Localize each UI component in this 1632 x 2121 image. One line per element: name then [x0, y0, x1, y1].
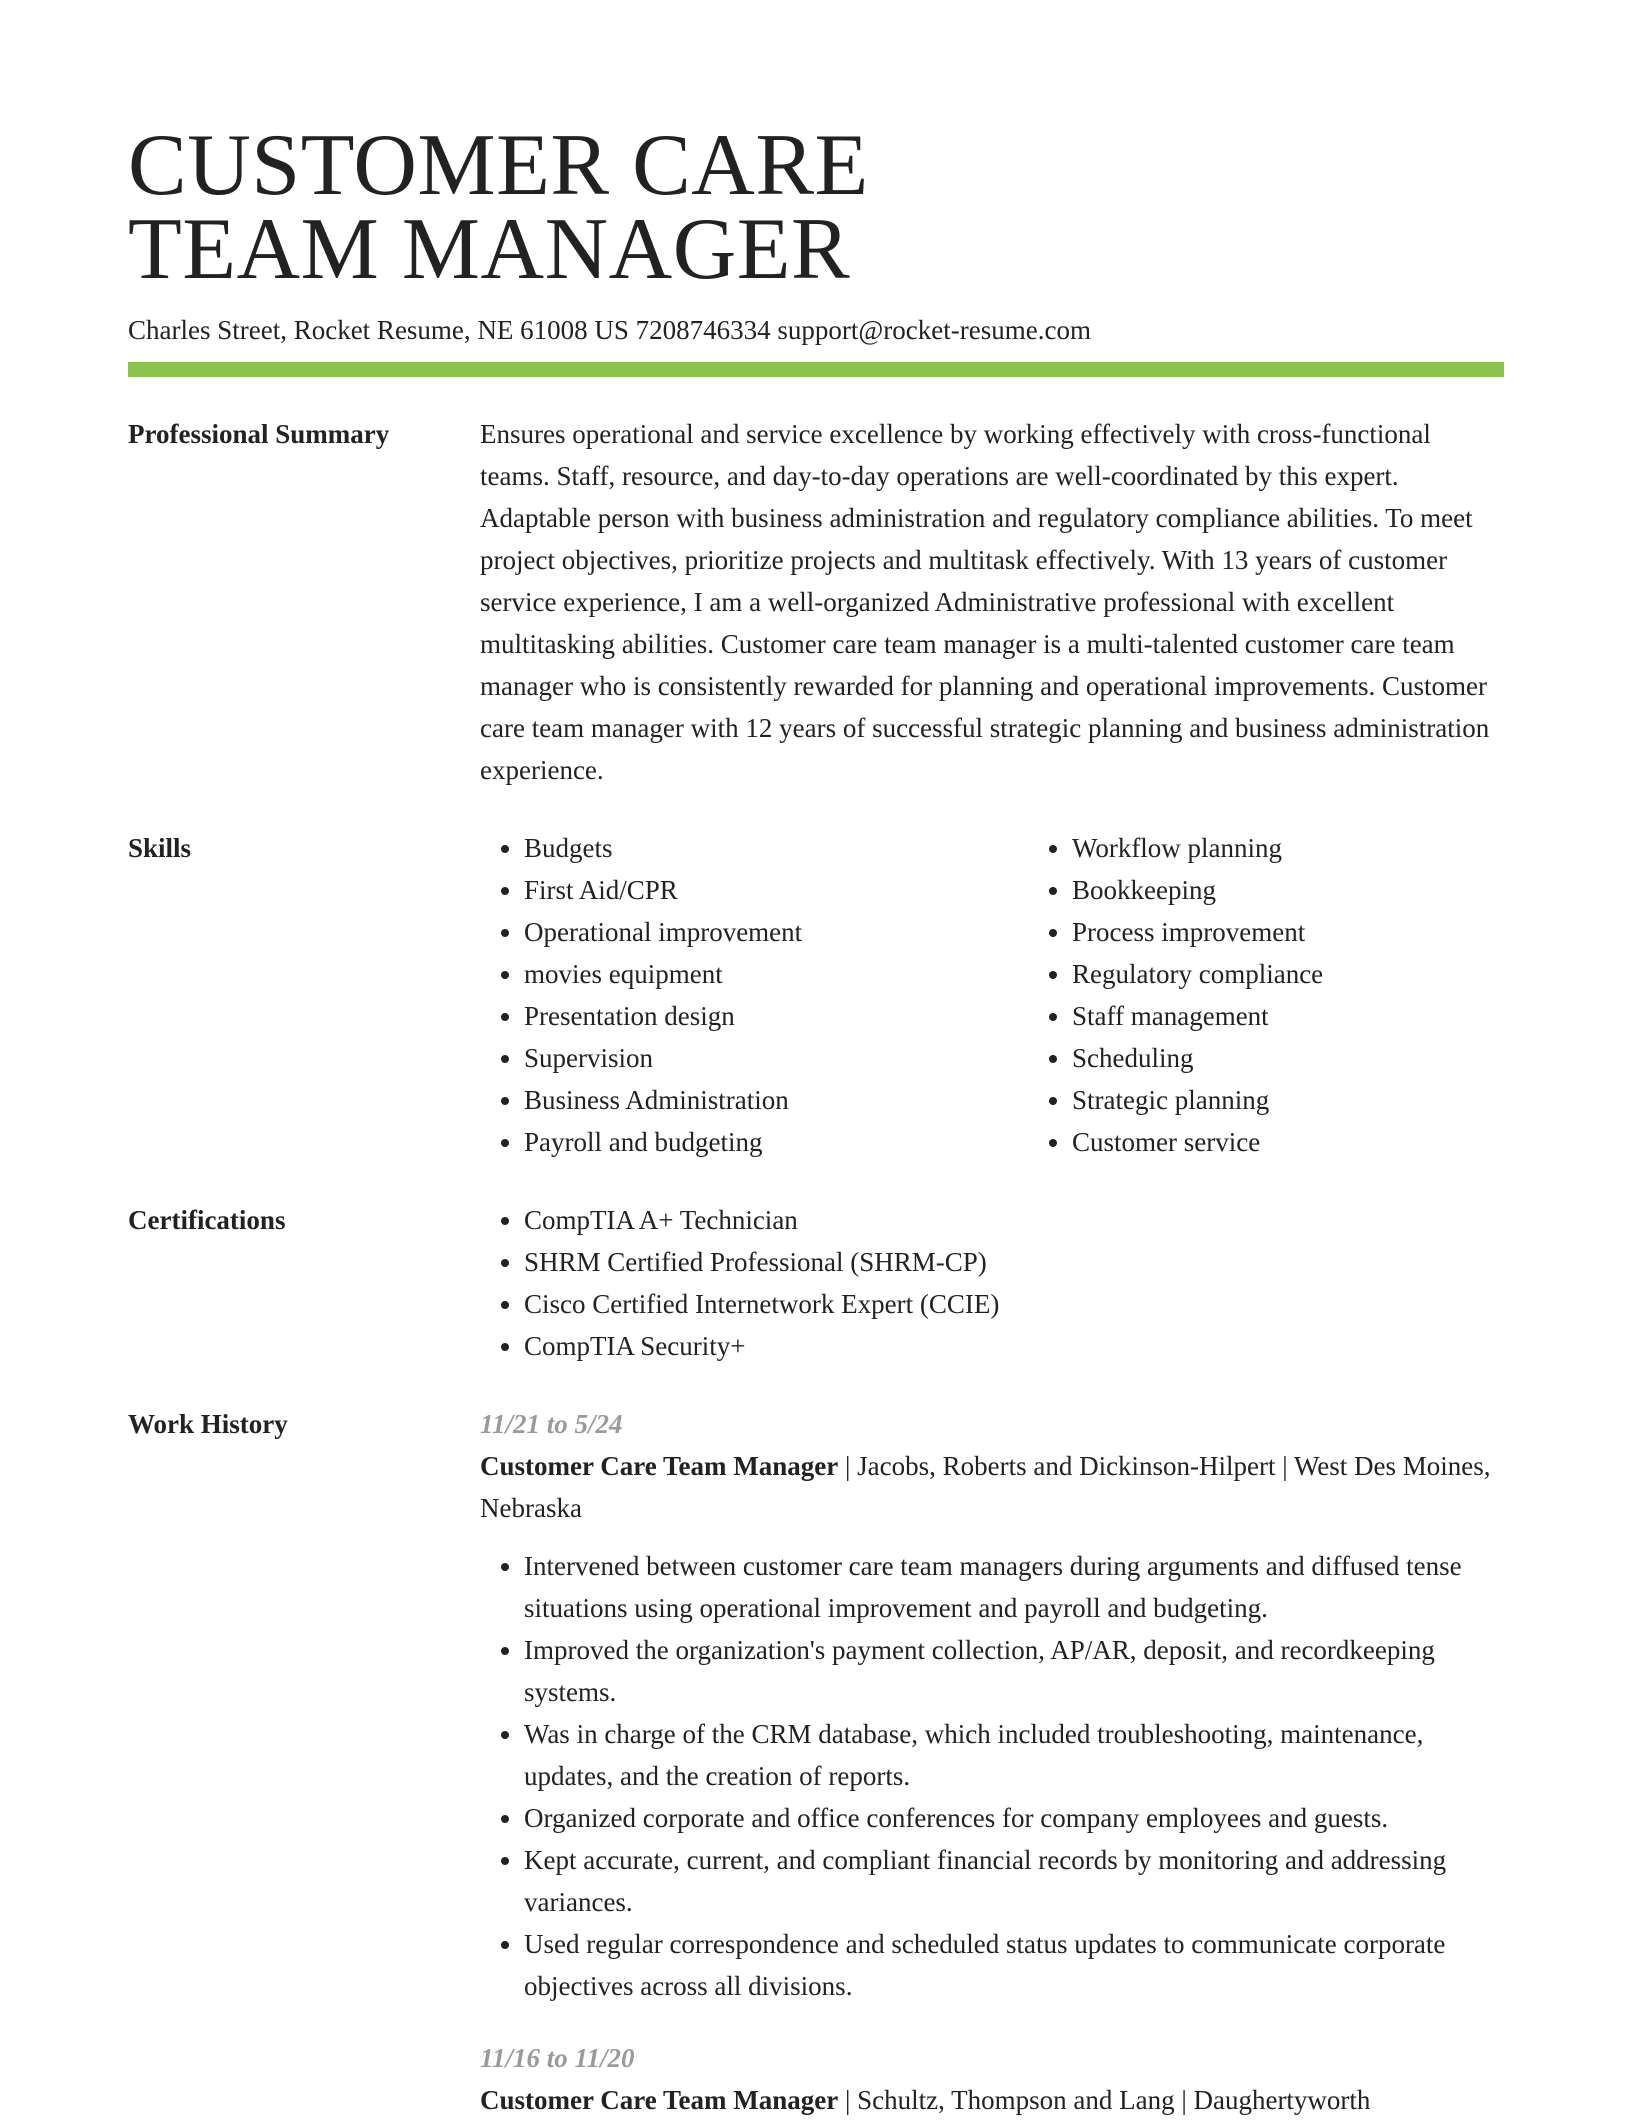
job-bullet: • Was in charge of the CRM database, which included troubleshooting, maintenance, updates, and the creation of reports. [524, 1713, 1504, 1797]
job-title: Customer Care Team Manager [480, 1451, 839, 1481]
skill-item: • movies equipment [524, 953, 1028, 995]
skills-right-list [1028, 827, 1323, 1163]
resume-page [128, 0, 1504, 2121]
work-history-body [480, 1403, 1504, 2121]
job-entry [480, 1403, 1504, 2007]
skill-item: • Presentation design [524, 995, 1028, 1037]
skill-item: • Scheduling [1072, 1037, 1323, 1079]
job-heading [480, 1445, 1504, 1529]
skill-item: • Payroll and budgeting [524, 1121, 1028, 1163]
job-dates: 11/16 to 11/20 [480, 2043, 635, 2073]
job-dates: 11/21 to 5/24 [480, 1409, 623, 1439]
job-bullet: • Intervened between customer care team managers during arguments and diffused tense situations using operational improvement and payroll and budgeting. [524, 1545, 1504, 1629]
skill-item: • Staff management [1072, 995, 1323, 1037]
summary-section [128, 413, 1504, 791]
job-details: | Jacobs, Roberts and Dickinson-Hilpert | West Des Moines, Nebraska [480, 1451, 1491, 1523]
job-title: Customer Care Team Manager [480, 2085, 839, 2115]
job-heading [480, 2079, 1504, 2121]
skill-item: • Strategic planning [1072, 1079, 1323, 1121]
skill-item: • Supervision [524, 1037, 1028, 1079]
skill-item: • First Aid/CPR [524, 869, 1028, 911]
work-history-heading: Work History [128, 1409, 288, 1439]
skills-body [480, 827, 1504, 1163]
skills-section [128, 827, 1504, 1163]
certifications-body [480, 1199, 1504, 1367]
certifications-list [480, 1199, 1504, 1367]
skill-item: • Bookkeeping [1072, 869, 1323, 911]
job-entry [480, 2037, 1504, 2121]
skill-item: • Customer service [1072, 1121, 1323, 1163]
page-title [128, 0, 1504, 298]
skill-item: • Operational improvement [524, 911, 1028, 953]
work-history-section [128, 1403, 1504, 2121]
skills-grid [480, 827, 1504, 1163]
job-bullet: • Organized corporate and office conferences for company employees and guests. [524, 1797, 1504, 1839]
skills-heading: Skills [128, 833, 192, 863]
skill-item: • Budgets [524, 827, 1028, 869]
skill-item: • Workflow planning [1072, 827, 1323, 869]
job-bullet: • Improved the organization's payment collection, AP/AR, deposit, and recordkeeping systems. [524, 1629, 1504, 1713]
skill-item: • Business Administration [524, 1079, 1028, 1121]
skill-item: • Process improvement [1072, 911, 1323, 953]
certification-item: • Cisco Certified Internetwork Expert (CCIE) [524, 1283, 1504, 1325]
title-line-1: CUSTOMER CARE [128, 117, 869, 214]
certifications-section [128, 1199, 1504, 1367]
job-bullet: • Used regular correspondence and scheduled status updates to communicate corporate objectives across all divisions. [524, 1923, 1504, 2007]
title-line-2: TEAM MANAGER [128, 201, 851, 298]
skill-item: • Regulatory compliance [1072, 953, 1323, 995]
summary-text: Ensures operational and service excellence by working effectively with cross-functional teams. Staff, resource, and day-to-day operations are well-coordinated by this expert. Adaptable person with business administration and regulatory compliance abilities. To meet project objectives, prioritize projects and multitask effectively. With 13 years of customer service experience, I am a well-organized Administrative professional with excellent multitasking abilities. Customer care team manager is a multi-talented customer care team manager who is consistently rewarded for planning and operational improvements. Customer care team manager with 12 years of successful strategic planning and business administration experience. [480, 419, 1490, 785]
skills-left-list [480, 827, 1028, 1163]
certification-item: • CompTIA A+ Technician [524, 1199, 1504, 1241]
job-bullet: • Kept accurate, current, and compliant financial records by monitoring and addressing variances. [524, 1839, 1504, 1923]
job-details: | Schultz, Thompson and Lang | Daughertyworth [838, 2085, 1371, 2115]
header-divider [128, 362, 1504, 377]
contact-info: Charles Street, Rocket Resume, NE 61008 US 7208746334 support@rocket-resume.com [128, 315, 1091, 345]
summary-heading: Professional Summary [128, 419, 390, 449]
certification-item: • SHRM Certified Professional (SHRM-CP) [524, 1241, 1504, 1283]
certification-item: • CompTIA Security+ [524, 1325, 1504, 1367]
certifications-heading: Certifications [128, 1205, 286, 1235]
job-bullet-list [480, 1545, 1504, 2007]
summary-body [480, 413, 1504, 791]
